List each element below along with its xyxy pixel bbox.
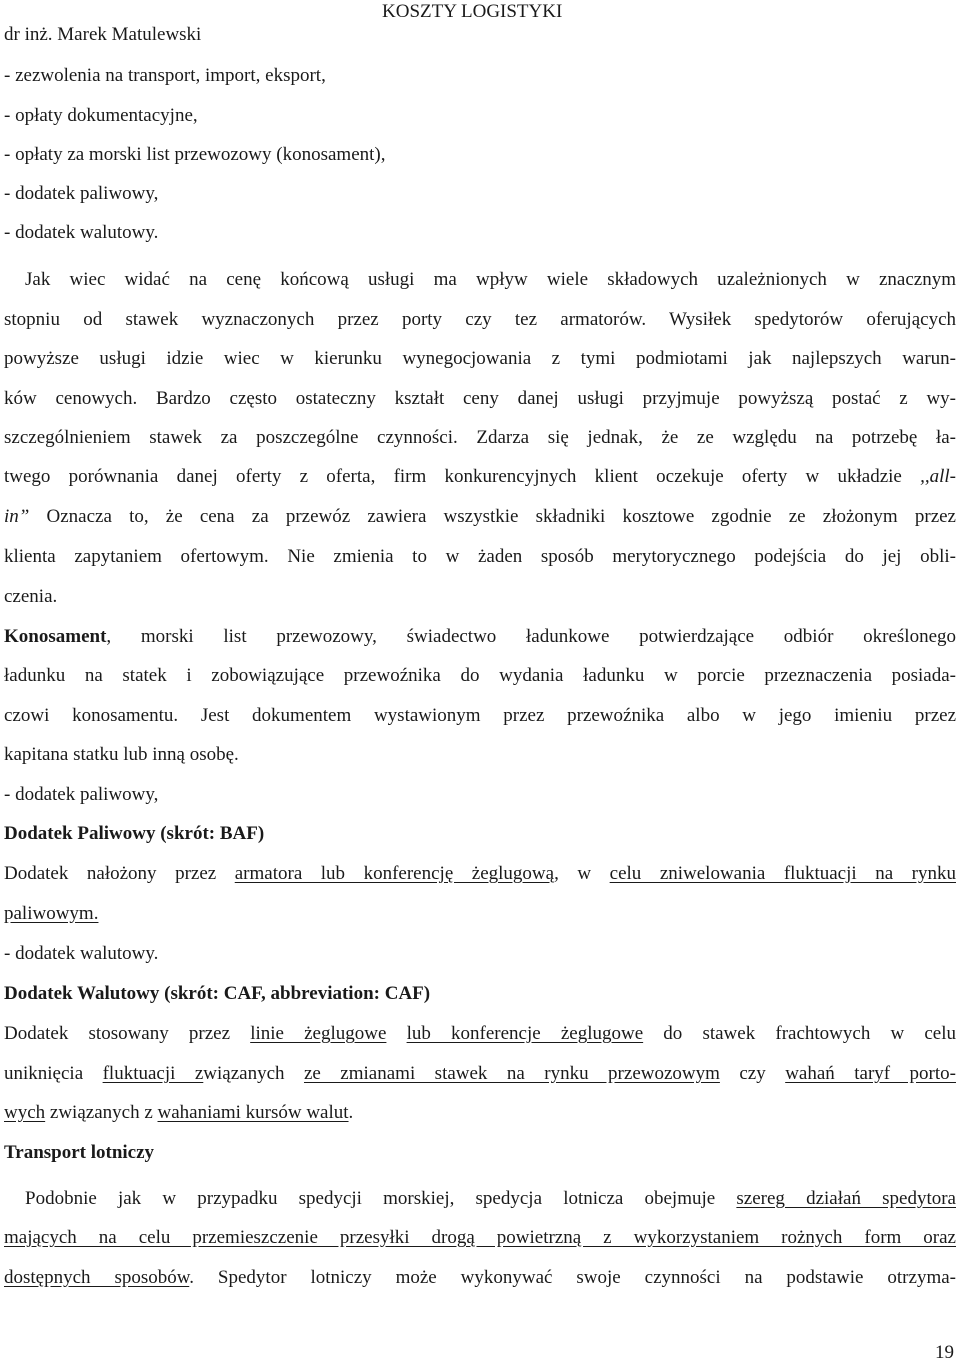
link-dostepnych-sposobow[interactable]: dostępnych sposobów [4,1267,190,1288]
text-line [4,902,956,926]
text-line: dostępnych sposobów. Spedytor lotniczy może wykonywać swoje czynności na podstawie otrzyma- [4,1267,956,1288]
list-item: - dodatek paliwowy, [4,183,159,204]
link-przemieszczenie[interactable]: mających na celu przemieszczenie przesyłki drogą powietrzną z wykorzystaniem rożnych form oraz [4,1227,956,1248]
list-item: - opłaty za morski list przewozowy (konosament), [4,144,386,165]
list-item: - dodatek walutowy. [4,222,159,243]
section-heading: Transport lotniczy [4,1142,155,1163]
text-line [4,465,956,489]
author-name: dr inż. Marek Matulewski [4,24,202,45]
text-line: wych związanych z wahaniami kursów walut. [4,1102,354,1123]
link-portowych[interactable]: wych [4,1102,46,1123]
list-item: - zezwolenia na transport, import, eksport, [4,65,326,86]
link-wahan-taryf[interactable]: wahań taryf porto- [785,1063,956,1084]
text-line: uniknięcia fluktuacji związanych ze zmianami stawek na rynku przewozowym czy wahań taryf porto- [4,1063,956,1084]
text-line: ładunku na statek i zobowiązujące przewoźnika do wydania ładunku w porcie przeznaczenia posiada- [4,665,956,686]
text-line [4,505,956,529]
text-line: Podobnie jak w przypadku spedycji morskiej, spedycja lotnicza obejmuje szereg działań spedytora [25,1188,956,1209]
all-in-term: ,,all- [920,466,957,487]
link-linie-zeglugowe[interactable]: linie żeglugowe [250,1023,387,1044]
text-line: Dodatek stosowany przez linie żeglugowe lub konferencje żeglugowe do stawek frachtowych w celu [4,1023,956,1044]
link-paliwowym[interactable]: paliwowym. [4,903,99,924]
text-line: szczególnieniem stawek za poszczególne czynności. Zdarza się jednak, że ze względu na potrzebę ła- [4,427,956,448]
link-konferencje-zeglugowe[interactable]: lub konferencje żeglugowe [406,1023,644,1044]
list-item: - dodatek paliwowy, [4,784,159,805]
text-line [4,1226,956,1250]
list-item: - dodatek walutowy. [4,943,159,964]
text-segment: twego porównania danej oferty z oferta, firm konkurencyjnych klient oczekuje oferty w układzie [4,466,902,487]
text-line: czowi konosamentu. Jest dokumentem wystawionym przez przewoźnika albo w jego imieniu przez [4,705,956,726]
text-line: powyższe usługi idzie wiec w kierunku wynegocjowania z tymi podmiotami jak najlepszych warun- [4,348,956,369]
text-line: kapitana statku lub inną osobę. [4,744,239,765]
page-number: 19 [935,1342,954,1363]
text-segment: Oznacza to, że cena za przewóz zawiera wszystkie składniki kosztowe zgodnie ze złożonym przez [29,506,956,527]
link-zmiany-stawek[interactable]: ze zmianami stawek na rynku przewozowym [303,1063,720,1084]
text-segment: , morski list przewozowy, świadectwo ładunkowe potwierdzające odbiór określonego [106,626,956,647]
all-in-term: in” [4,506,30,527]
text-line: ków cenowych. Bardzo często ostateczny kształt ceny danej usługi przyjmuje powyższą postać z wy- [4,388,956,409]
text-line: Dodatek nałożony przez armatora lub konferencję żeglugową, w celu zniwelowania fluktuacji na rynku [4,863,956,884]
link-wahania-kursow[interactable]: wahaniami kursów walut [157,1102,349,1123]
text-line [4,625,956,649]
link-szereg-dzialan[interactable]: szereg działań spedytora [736,1188,956,1209]
konosament-term: Konosament [4,626,107,647]
text-line: stopniu od stawek wyznaczonych przez porty czy tez armatorów. Wysiłek spedytorów oferujących [4,309,956,330]
text-line: klienta zapytaniem ofertowym. Nie zmienia to w żaden sposób merytorycznego podejścia do jej obli- [4,546,956,567]
link-celu-zniwelowania[interactable]: celu zniwelowania fluktuacji na rynku [609,863,956,884]
document-title: KOSZTY LOGISTYKI [382,1,563,22]
section-heading: Dodatek Walutowy (skrót: CAF, abbreviation: CAF) [4,983,431,1004]
text-line: Jak wiec widać na cenę końcową usługi ma wpływ wiele składowych uzależnionych w znacznym [25,269,956,290]
list-item: - opłaty dokumentacyjne, [4,105,198,126]
text-line: czenia. [4,586,58,607]
link-fluktuacji[interactable]: fluktuacji z [102,1063,204,1084]
section-heading: Dodatek Paliwowy (skrót: BAF) [4,823,265,844]
link-armatora[interactable]: armatora lub konferencję żeglugową [234,863,555,884]
